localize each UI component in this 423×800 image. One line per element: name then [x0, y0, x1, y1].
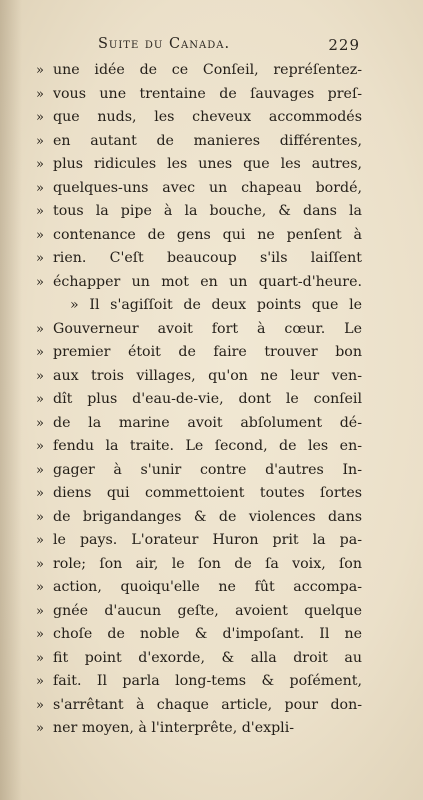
- quotation-mark: »: [36, 674, 44, 689]
- text-line: [36, 388, 362, 412]
- quotation-mark: »: [36, 533, 44, 548]
- quotation-mark: »: [36, 86, 44, 102]
- line-text: fendu la traite. Le ſecond, de les en-: [53, 438, 362, 454]
- quotation-mark: »: [36, 157, 44, 172]
- text-line: [36, 435, 362, 459]
- quotation-mark: »: [36, 110, 44, 125]
- line-text: de brigandanges & de violences dans: [53, 508, 362, 525]
- text-line: [36, 623, 362, 647]
- quotation-mark: »: [36, 486, 44, 501]
- quotation-mark: »: [36, 627, 44, 642]
- line-text: plus ridicules les unes que les autres,: [53, 156, 362, 172]
- line-text: quelques-uns avec un chapeau bordé,: [53, 179, 362, 196]
- text-line: [36, 647, 362, 671]
- line-text: tous la pipe à la bouche, & dans la: [53, 203, 362, 219]
- quotation-mark: »: [36, 650, 44, 666]
- line-text: que nuds, les cheveux accommodés: [53, 109, 362, 125]
- line-text: contenance de gens qui ne penſent à: [53, 226, 362, 243]
- quotation-mark: »: [36, 204, 44, 219]
- line-text: action, quoiqu'elle ne fût accompa-: [53, 579, 362, 595]
- text-line: [36, 529, 362, 553]
- running-title: Suite du Canada.: [98, 36, 231, 52]
- running-head: [98, 36, 360, 58]
- quotation-mark: »: [36, 721, 44, 736]
- text-line: [36, 83, 362, 107]
- quotation-mark: »: [36, 556, 44, 572]
- text-line: [36, 200, 362, 224]
- line-text: ner moyen, à l'interprête, d'expli-: [53, 720, 295, 736]
- quotation-mark: »: [36, 415, 44, 431]
- text-line: [36, 271, 362, 295]
- quotation-mark: »: [36, 274, 44, 290]
- text-line: [36, 106, 362, 130]
- quotation-mark: »: [36, 227, 44, 243]
- quotation-mark: »: [36, 439, 44, 454]
- quotation-mark: »: [36, 462, 44, 478]
- line-text: aux trois villages, qu'on ne leur ven-: [53, 367, 362, 384]
- line-text: » Il s'agiſſoit de deux points que le: [70, 297, 362, 313]
- quotation-mark: »: [36, 697, 44, 713]
- line-text: diens qui commettoient toutes ſortes: [53, 485, 362, 501]
- line-text: le pays. L'orateur Huron prit la pa-: [53, 532, 362, 548]
- quotation-mark: »: [36, 180, 44, 196]
- quotation-mark: »: [36, 368, 44, 384]
- text-line: [36, 412, 362, 436]
- text-line: [36, 294, 362, 318]
- line-text: fait. Il parla long-tems & poſément,: [53, 673, 362, 689]
- body-text: [36, 59, 362, 741]
- text-line: [36, 341, 362, 365]
- gutter-shadow: [0, 0, 22, 800]
- quotation-mark: »: [36, 580, 44, 595]
- text-line: [36, 130, 362, 154]
- text-line: [36, 177, 362, 201]
- line-text: premier étoit de faire trouver bon: [53, 344, 362, 360]
- quotation-mark: »: [36, 63, 44, 78]
- line-text: dît plus d'eau-de-vie, dont le conſeil: [53, 391, 362, 407]
- line-text: gager à s'unir contre d'autres In-: [53, 461, 362, 478]
- text-line: [36, 553, 362, 577]
- text-line: [36, 224, 362, 248]
- line-text: de la marine avoit abſolument dé-: [53, 414, 362, 431]
- quotation-mark: »: [36, 603, 44, 619]
- page-number: 229: [328, 36, 360, 54]
- line-text: s'arrêtant à chaque article, pour don-: [53, 696, 362, 713]
- text-line: [36, 506, 362, 530]
- line-text: fit point d'exorde, & alla droit au: [53, 649, 362, 666]
- quotation-mark: »: [36, 345, 44, 360]
- line-text: role; ſon air, le ſon de ſa voix, ſon: [53, 555, 362, 572]
- text-line: [36, 459, 362, 483]
- quotation-mark: »: [36, 392, 44, 407]
- text-line: [36, 717, 362, 741]
- line-text: gnée d'aucun geſte, avoient quelque: [53, 602, 362, 619]
- text-line: [36, 59, 362, 83]
- text-line: [36, 247, 362, 271]
- quotation-mark: »: [36, 321, 44, 337]
- line-text: Gouverneur avoit fort à cœur. Le: [53, 320, 362, 337]
- text-line: [36, 318, 362, 342]
- line-text: rien. C'eſt beaucoup s'ils laiſſent: [53, 250, 362, 266]
- text-line: [36, 365, 362, 389]
- text-line: [36, 576, 362, 600]
- text-line: [36, 153, 362, 177]
- quotation-mark: »: [36, 509, 44, 525]
- line-text: vous une trentaine de ſauvages preſ-: [53, 85, 362, 102]
- text-line: [36, 694, 362, 718]
- line-text: en autant de manieres différentes,: [53, 132, 362, 149]
- line-text: échapper un mot en un quart-d'heure.: [53, 273, 362, 290]
- line-text: choſe de noble & d'impoſant. Il ne: [53, 626, 362, 642]
- quotation-mark: »: [36, 251, 44, 266]
- text-line: [36, 600, 362, 624]
- line-text: une idée de ce Conſeil, repréſentez-: [53, 62, 362, 78]
- text-line: [36, 670, 362, 694]
- text-line: [36, 482, 362, 506]
- quotation-mark: »: [36, 133, 44, 149]
